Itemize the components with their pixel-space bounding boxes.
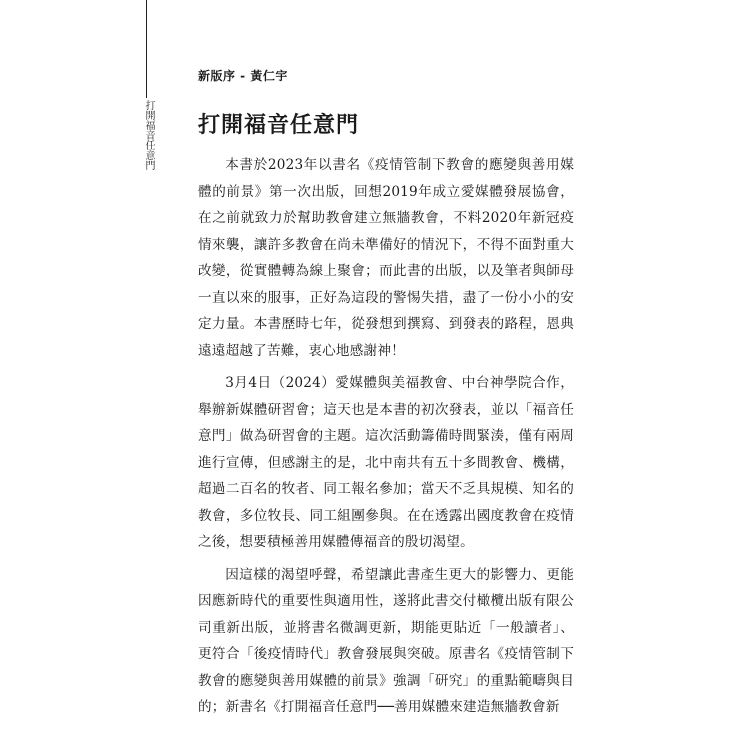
page-title: 打開福音任意門 bbox=[198, 113, 360, 138]
paragraph: 本書於2023年以書名《疫情管制下教會的應變與善用媒體的前景》第一次出版，回想2019年成立愛媒體發展協會，在之前就致力於幫助教會建立無牆教會，不料2020年新冠疫情來襲，讓許多教會在尚未準備好的情況下，不得不面對重大改變，從實體轉為線上聚會；而此書的出版，以及筆者與師母一直以來的服事，正好為這段的警惕失措，盡了一份小小的安定力量。本書歷時七年，從發想到撰寫、到發表的路程，恩典遠遠超越了苦難，衷心地感謝神！ bbox=[198, 157, 574, 359]
body-text bbox=[198, 152, 574, 727]
paragraph: 因這樣的渴望呼聲，希望讓此書產生更大的影響力、更能因應新時代的重要性與適用性，遂將此書交付橄欖出版有限公司重新出版，並將書名微調更新，期能更貼近「一般讀者」、更符合「後疫情時代」教會發展與突破。原書名《疫情管制下教會的應變與善用媒體的前景》強調「研究」的重點範疇與目的；新書名《打開福音任意門──善用媒體來建造無牆教會新 bbox=[198, 566, 574, 715]
running-header: 打開福音任意門 bbox=[143, 100, 154, 170]
paragraph: 3月4日（2024）愛媒體與美福教會、中台神學院合作，舉辦新媒體研習會；這天也是本書的初次發表，並以「福音任意門」做為研習會的主題。這次活動籌備時間緊湊，僅有兩周進行宣傳，但感謝主的是，北中南共有五十多間教會、機構，超過二百名的牧者、同工報名參加；當天不乏具規模、知名的教會，多位牧長、同工組團參與。在在透露出國度教會在疫情之後，想要積極善用媒體傳福音的殷切渴望。 bbox=[198, 375, 574, 550]
margin-rule bbox=[146, 0, 147, 98]
byline: 新版序 - 黃仁宇 bbox=[198, 69, 288, 83]
